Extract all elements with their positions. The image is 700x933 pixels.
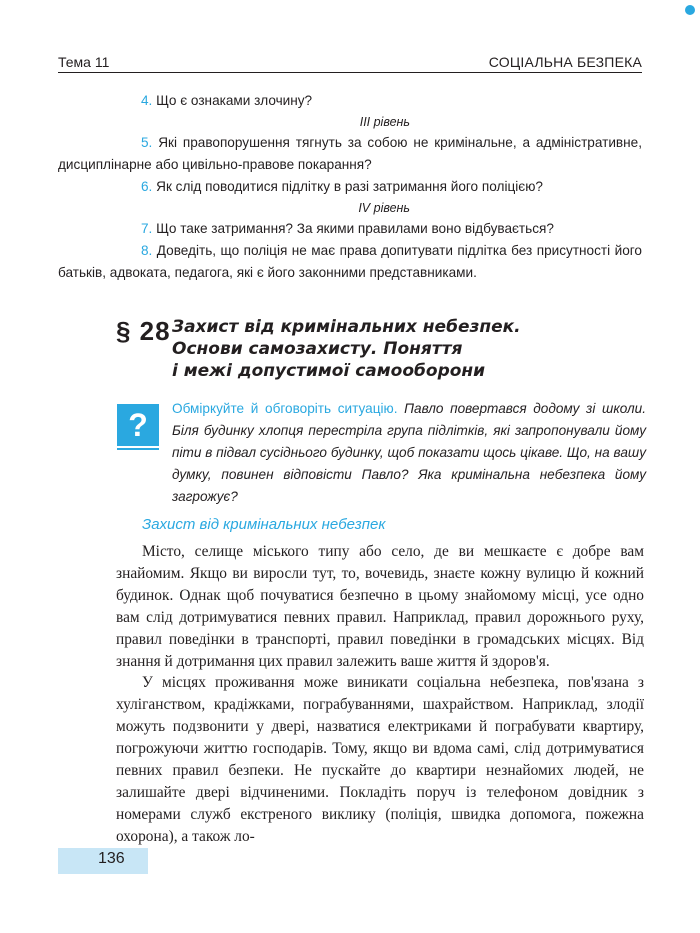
question-number: 5. xyxy=(141,135,153,150)
question-text: Що таке затримання? За якими правилами воно відбувається? xyxy=(156,221,554,236)
question-item xyxy=(58,218,642,240)
question-item xyxy=(58,176,642,198)
topic-label: Тема 11 xyxy=(58,54,110,70)
question-number: 8. xyxy=(141,243,153,258)
question-item xyxy=(58,90,642,112)
paragraph-title-line: Захист від кримінальних небезпек. xyxy=(172,317,521,337)
question-number: 7. xyxy=(141,221,153,236)
paragraph-title xyxy=(172,316,642,382)
level-heading: ІІІ рівень xyxy=(359,115,410,129)
body-paragraph: Місто, селище міського типу або село, де ви мешкаєте є добре вам знайомим. Якщо ви виросли тут, то, вочевидь, знаєте кожну вулицю й кожний будинок. Однак щоб почуватися безпечно в цьому знайомому місці, усе одно вам слід дотримуватися певних правил. Наприклад, правил дорожнього руху, правил поведінки в транспорті, правил поведінки в громадських місцях. Від знання й дотримання цих правил залежить ваше життя й здоров'я. xyxy=(116,543,644,670)
situation-box xyxy=(172,398,646,508)
question-text: Як слід поводитися підлітку в разі затримання його поліцією? xyxy=(156,179,543,194)
question-item xyxy=(58,132,642,176)
paragraph-title-line: і межі допустимої самооборони xyxy=(172,361,486,381)
corner-logo-mark xyxy=(685,5,695,15)
situation-lead: Обміркуйте й обговоріть ситуацію. xyxy=(172,401,398,416)
page-number: 136 xyxy=(98,850,125,867)
question-text: Доведіть, що поліція не має права допитувати підлітка без присутності його батьків, адвоката, педагога, які є його законними представниками. xyxy=(58,243,642,280)
level-heading: IV рівень xyxy=(358,201,410,215)
body-paragraph: У місцях проживання може виникати соціальна небезпека, пов'язана з хуліганством, крадіжками, пограбуваннями, шахрайством. Наприклад, злодії можуть подзвонити у двері, назватися електриками й пограбувати квартиру, погрожуючи життю господарів. Тому, якщо ви вдома самі, слід дотримуватися певних правил безпеки. Не пускайте до квартири незнайомих людей, не залишайте двері відчиненими. Покладіть поруч із телефоном довідник з номерами служб екстреного виклику (поліція, швидка допомога, пожежна охорона), а також ло- xyxy=(116,674,644,845)
section-title: СОЦІАЛЬНА БЕЗПЕКА xyxy=(488,54,642,70)
paragraph-number: § 28 xyxy=(116,316,171,346)
page-header xyxy=(58,52,642,73)
question-number: 6. xyxy=(141,179,153,194)
questions-list xyxy=(58,90,642,284)
question-text: Що є ознаками злочину? xyxy=(156,93,313,108)
question-number: 4. xyxy=(141,93,153,108)
paragraph-title-line: Основи самозахисту. Поняття xyxy=(172,339,463,359)
question-text: Які правопорушення тягнуть за собою не кримінальне, а адміністративне, дисциплінарне або цивільно-правове покарання? xyxy=(58,135,642,172)
section-subheading: Захист від кримінальних небезпек xyxy=(142,516,386,533)
question-icon: ? xyxy=(117,404,159,446)
body-text xyxy=(116,541,644,848)
situation-text: Павло повертався додому зі школи. Біля будинку хлопця перестріла група підлітків, які запропонували йому піти в підвал сусіднього будинку, щоб показати щось цікаве. Що, на вашу думку, повинен відповісти Павло? Яка кримінальна небезпека йому загрожує? xyxy=(172,401,646,504)
question-item xyxy=(58,240,642,284)
